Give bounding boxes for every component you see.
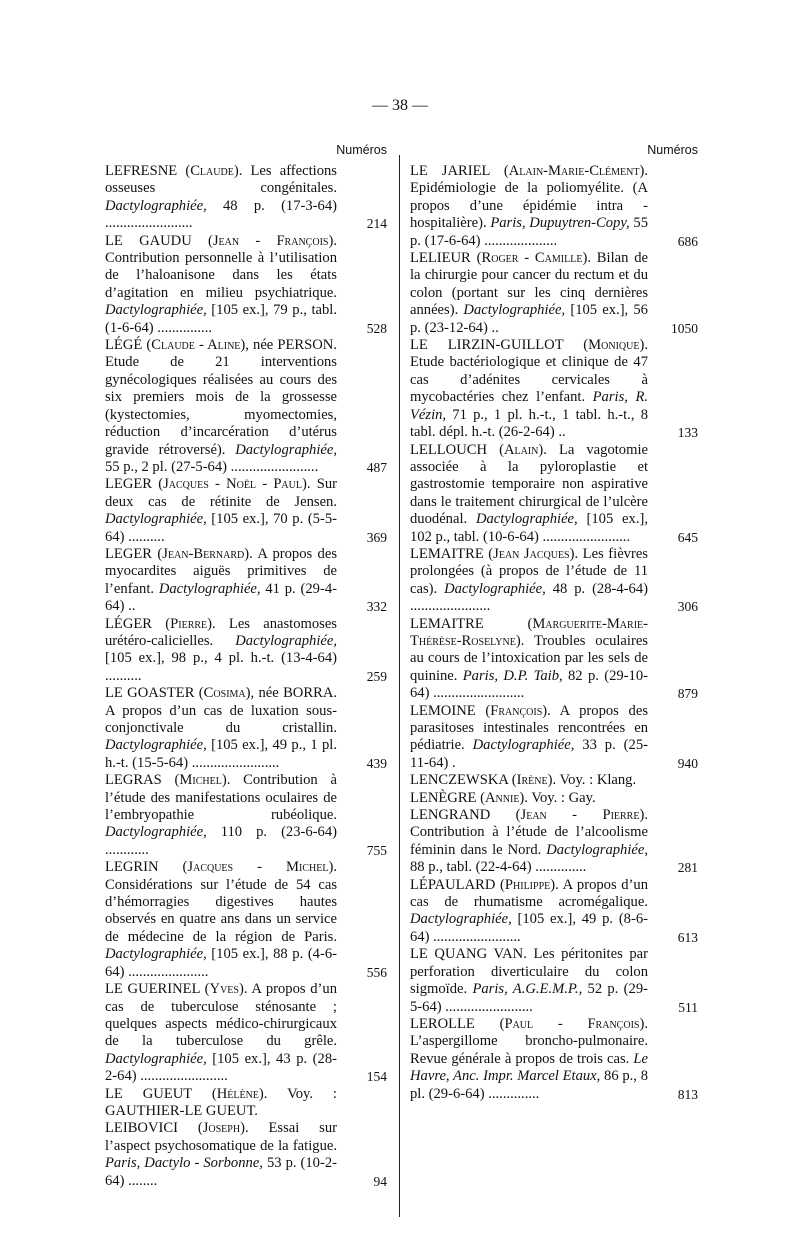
entry-publication: Paris, R. Vézin, — [410, 389, 649, 423]
entry-text: . Essai sur l’aspect psychosomatique de la fatigue. — [105, 1120, 337, 1154]
entry-given-wrap: (Claude - Aline) — [142, 337, 246, 354]
entry-text: . Epidémiologie de la poliomyélite. (A propos d’une épidémie intra - hospitalière). — [410, 163, 649, 232]
right-entry-list — [410, 163, 698, 1103]
entry-text: . La vagotomie associée à la pyloroplastie et gastrostomie temporaire non aspirative dans le traitement chirurgical de l’ulcère duodénal. — [410, 441, 648, 528]
entry-details: Klang. — [596, 772, 637, 789]
entry-publication: Dactylographiée, — [546, 841, 648, 858]
entry-given-wrap: (Marguerite-Marie-Thérèse-Roselyne) — [410, 615, 648, 649]
entry-name: LEIBOVICI — [105, 1120, 178, 1137]
page-number: — 38 — — [372, 97, 428, 114]
entry-publication: Dactylographiée, — [463, 302, 566, 319]
entry-publication: Dactylographiée, — [105, 302, 207, 319]
index-entry — [105, 685, 387, 772]
entry-text: . L’aspergillome broncho-pulmonaire. Revue générale à propos de trois cas. — [410, 1015, 648, 1067]
entry-details: [105 ex.], 49 p., 1 pl. h.-t. (15-5-64) ........................ — [105, 737, 337, 771]
entry-name: LEROLLE — [410, 1015, 475, 1032]
entry-text: . Contribution à l’étude de l’alcoolisme féminin dans le Nord. — [410, 807, 648, 858]
entry-name: LEMOINE — [410, 702, 476, 719]
entry-given-wrap: (Philippe) — [495, 876, 556, 893]
entry-given: Claude - Aline — [151, 337, 241, 354]
index-entry — [105, 1120, 387, 1190]
index-entry — [410, 790, 698, 807]
entry-publication: Dactylographiée, — [235, 632, 337, 649]
entry-text: , née PERSON. Etude de 21 interventions gynécologiques réalisées au cours des six premiers mois de la grossesse (kystectomies, myomectomies, réduction d’incarcération d’utérus gravide rétroversé). — [105, 337, 337, 458]
entry-details: Gay. — [568, 789, 596, 806]
entry-text: . Voy. : — [263, 1085, 337, 1102]
index-entry — [410, 546, 698, 616]
entry-number: 940 — [677, 755, 698, 771]
index-entry — [410, 703, 698, 773]
entry-publication: Le Havre, Anc. Impr. Marcel Etaux, — [410, 1050, 648, 1085]
entry-given-wrap: (Alain-Marie-Clément) — [489, 163, 645, 179]
entry-given-wrap: (Claude) — [177, 163, 239, 179]
entry-given-wrap: (Annie) — [476, 789, 525, 806]
entry-publication: Paris, Dactylo - Sorbonne, — [105, 1155, 263, 1172]
entry-publication: Dactylographiée, — [444, 580, 546, 597]
index-entry — [105, 546, 387, 616]
entry-given: Roger - Camille — [481, 250, 583, 267]
entry-given-wrap: (Michel) — [161, 772, 227, 789]
index-entry — [410, 442, 698, 546]
index-entry — [410, 616, 698, 703]
column-header-right: Numéros — [647, 143, 698, 157]
entry-details: 41 p. (29-4-64) .. — [105, 580, 337, 615]
entry-text: . Contribution personnelle à l’utilisation de l’haloanisone dans les états d’agitation en milieu psychiatrique. — [105, 232, 337, 301]
entry-given: Michel — [179, 772, 222, 789]
entry-number: 281 — [677, 860, 698, 876]
index-entry — [410, 877, 698, 947]
entry-given: Jean Jacques — [493, 545, 570, 562]
column-header-left: Numéros — [336, 143, 387, 157]
entry-name: LEGER — [105, 476, 153, 493]
entry-details: 33 p. (25-11-64) . — [410, 737, 648, 771]
entry-details: [105 ex.], 43 p. (28-2-64) ........................ — [105, 1050, 337, 1085]
entry-details: 110 p. (23-6-64) ............ — [105, 824, 337, 858]
entry-given: Philippe — [504, 876, 551, 893]
entry-details: [105 ex.], 98 p., 4 pl. h.-t. (13-4-64) .......... — [105, 650, 337, 684]
entry-number: 332 — [366, 599, 387, 615]
index-entry — [105, 163, 387, 233]
left-column — [105, 143, 387, 1190]
entry-details: 55 p. (17-6-64) .................... — [410, 215, 648, 249]
entry-details: [105 ex.], 56 p. (23-12-64) .. — [410, 302, 648, 336]
entry-publication: Dactylographiée, — [105, 511, 207, 528]
entry-given: Cosima — [203, 685, 246, 702]
entry-given: Alain-Marie-Clément — [508, 163, 640, 179]
index-entry — [410, 250, 698, 337]
entry-given: Alain — [503, 441, 539, 458]
entry-given: François — [490, 702, 543, 719]
entry-publication: Dactylographiée, — [105, 946, 207, 963]
right-column — [410, 143, 698, 1103]
entry-given: Marguerite-Marie-Thérèse-Roselyne — [410, 615, 648, 649]
entry-given: Jacques - Michel — [187, 859, 329, 876]
entry-given: Jean - Pierre — [520, 807, 640, 824]
entry-given-wrap: (Jacques - Noël - Paul) — [152, 476, 307, 493]
entry-number: 645 — [677, 529, 698, 545]
entry-given-wrap: (Roger - Camille) — [470, 250, 588, 267]
index-entry — [410, 807, 698, 877]
entry-text: . Considérations sur l’étude de 54 cas d’hémorragies digestives hautes observés en quatre ans dans un service de médecine de la région de Paris. — [105, 859, 337, 945]
entry-text: . Les anastomoses urétéro-calicielles. — [105, 615, 337, 649]
entry-name: LELLOUCH — [410, 441, 488, 458]
index-entry — [410, 1016, 698, 1103]
entry-details: 82 p. (29-10-64) ......................... — [410, 667, 648, 702]
entry-given-wrap: (Jean Jacques) — [483, 545, 575, 562]
entry-publication: Paris, A.G.E.M.P., — [472, 981, 583, 998]
entry-given-wrap: (Yves) — [199, 981, 244, 998]
entry-given: Jacques - Noël - Paul — [163, 476, 302, 493]
left-entry-list — [105, 163, 387, 1190]
entry-number: 306 — [677, 599, 698, 615]
entry-text: . Sur deux cas de rétinite de Jensen. — [105, 476, 337, 510]
entry-text: . Etude bactériologique et clinique de 47 cas d’adénites cervicales à mycobactéries chez l’enfant. — [410, 337, 648, 406]
entry-details: 71 p., 1 pl. h.-t., 1 tabl. h.-t., 8 tabl. dépl. h.-t. (26-2-64) .. — [410, 406, 648, 441]
entry-name: LÉPAULARD — [410, 876, 496, 893]
entry-given: Jean-Bernard — [162, 545, 245, 562]
entry-details: [105 ex.], 49 p. (8-6-64) ........................ — [410, 911, 648, 945]
index-entry — [105, 1086, 387, 1121]
index-entry — [105, 476, 387, 546]
entry-given-wrap: (Alain) — [487, 441, 544, 458]
entry-text: . Les péritonites par perforation diverticulaire du colon sigmoïde. — [410, 946, 648, 998]
entry-given-wrap: (Jean-Bernard) — [152, 545, 250, 562]
entry-name: LE LIRZIN-GUILLOT — [410, 337, 564, 354]
entry-text: . Voy. : — [524, 789, 569, 806]
entry-details: 48 p. (28-4-64) ...................... — [410, 580, 648, 615]
entry-text: . Bilan de la chirurgie pour cancer du rectum et du colon (portant sur les cinq dernières années). — [410, 250, 648, 319]
entry-given: Claude — [190, 163, 234, 179]
entry-publication: Dactylographiée, — [105, 824, 207, 841]
entry-text: . A propos des parasitoses intestinales rencontrées en pédiatrie. — [410, 702, 649, 754]
entry-number: 1050 — [671, 320, 698, 336]
entry-given-wrap: (Monique) — [563, 337, 645, 354]
entry-name: LEGER — [105, 545, 153, 562]
index-entry — [410, 946, 698, 1016]
index-entry — [410, 772, 698, 789]
entry-details: 86 p., 8 pl. (29-6-64) .............. — [410, 1068, 648, 1102]
entry-name: LEMAITRE — [410, 615, 484, 632]
entry-text: . A propos d’un cas de tuberculose sténosante ; quelques aspects médico-chirurgicaux de la tuberculose du grêle. — [105, 981, 338, 1050]
entry-text: . A propos d’un cas de rhumatisme acromégalique. — [410, 876, 649, 911]
entry-name: LE JARIEL — [410, 163, 490, 179]
entry-publication: Paris, Dupuytren-Copy, — [490, 215, 630, 232]
entry-given-wrap: (Jean - Pierre) — [490, 807, 645, 824]
entry-number: 369 — [366, 529, 387, 545]
entry-name: LE GOASTER — [105, 685, 195, 702]
entry-given-wrap: (Jean - François) — [191, 232, 334, 249]
entry-number: 613 — [677, 929, 698, 945]
entry-publication: Dactylographiée, — [472, 737, 575, 754]
entry-details: [105 ex.], 88 p. (4-6-64) ...................... — [105, 946, 337, 980]
entry-name: LEMAITRE — [410, 545, 484, 562]
entry-given-wrap: (Irène) — [508, 772, 553, 789]
entry-given: Hélène — [216, 1085, 259, 1102]
entry-given-wrap: (Jacques - Michel) — [158, 859, 334, 876]
entry-number: 439 — [366, 755, 387, 771]
entry-given-wrap: (Cosima) — [194, 685, 251, 702]
entry-given: Annie — [485, 789, 520, 806]
entry-name: LEGRIN — [105, 859, 159, 876]
entry-number: 755 — [366, 842, 387, 858]
entry-text: . Contribution à l’étude des manifestations oculaires de l’embryopathie rubéolique. — [105, 772, 337, 824]
entry-given: Paul - François — [504, 1015, 640, 1032]
entry-name: LENÈGRE — [410, 789, 477, 806]
entry-given-wrap: (François) — [475, 702, 548, 719]
entry-publication: Paris, D.P. Taib, — [462, 667, 563, 684]
entry-name: LE GUEUT — [105, 1085, 192, 1102]
entry-name: LENCZEWSKA — [410, 772, 509, 789]
entry-name: LEFRESNE — [105, 163, 178, 179]
entry-name: LE GUERINEL — [105, 981, 200, 998]
entry-publication: Dactylographiée, — [105, 737, 207, 754]
entry-number: 556 — [366, 964, 387, 980]
column-divider — [399, 155, 400, 1217]
entry-number: 813 — [677, 1086, 698, 1102]
entry-publication: Dactylographiée, — [105, 1050, 207, 1067]
entry-publication: Dactylographiée, — [158, 580, 261, 597]
index-entry — [105, 981, 387, 1085]
entry-details: [105 ex.], 79 p., tabl. (1-6-64) ............... — [105, 302, 337, 336]
entry-details: [105 ex.], 102 p., tabl. (10-6-64) ........................ — [410, 511, 648, 545]
entry-name: LELIEUR — [410, 250, 471, 267]
entry-text: . A propos des myocardites aiguës primitives de l’enfant. — [105, 545, 338, 597]
entry-name: LE QUANG VAN — [410, 946, 524, 963]
entry-number: 214 — [366, 216, 387, 232]
entry-given: Monique — [588, 337, 640, 354]
entry-details: GAUTHIER-LE GUEUT. — [105, 1102, 258, 1119]
entry-text: . Les affections osseuses congénitales. — [105, 163, 337, 197]
entry-number: 94 — [373, 1173, 387, 1189]
entry-number: 154 — [366, 1069, 387, 1085]
entry-number: 686 — [677, 233, 698, 249]
entry-details: 48 p. (17-3-64) ........................ — [105, 197, 337, 232]
entry-number: 259 — [366, 668, 387, 684]
entry-text: , née BORRA. A propos d’un cas de luxation sous-conjonctivale du cristallin. — [105, 685, 338, 736]
entry-details: 53 p. (10-2-64) ........ — [105, 1155, 337, 1189]
entry-text: . Voy. : — [552, 772, 597, 789]
entry-name: LE GAUDU — [105, 232, 192, 249]
entry-given-wrap: (Joseph) — [177, 1120, 245, 1137]
entry-name: LENGRAND — [410, 807, 491, 824]
entry-given: Pierre — [170, 615, 208, 632]
index-entry — [410, 163, 698, 250]
index-entry — [105, 233, 387, 337]
entry-name: LEGRAS — [105, 772, 162, 789]
entry-number: 528 — [366, 320, 387, 336]
entry-given-wrap: (Pierre) — [152, 615, 213, 632]
entry-given: Jean - François — [212, 232, 329, 249]
entry-text: . Troubles oculaires au cours de l’intoxication par les sels de quinine. — [410, 632, 648, 684]
entry-given: Yves — [209, 981, 239, 998]
entry-details: 52 p. (29-5-64) ........................ — [410, 981, 648, 1015]
entry-number: 511 — [678, 999, 698, 1015]
entry-publication: Dactylographiée, — [410, 911, 512, 928]
entry-given-wrap: (Hélène) — [191, 1085, 264, 1102]
entry-details: 88 p., tabl. (22-4-64) .............. — [410, 859, 587, 876]
entry-given: Joseph — [202, 1120, 241, 1137]
index-entry — [105, 616, 387, 686]
entry-publication: Dactylographiée, — [235, 441, 337, 458]
entry-details: 55 p., 2 pl. (27-5-64) ........................ — [105, 458, 319, 475]
entry-name: LÉGER — [105, 615, 153, 632]
index-entry — [105, 337, 387, 476]
entry-number: 133 — [677, 425, 698, 441]
entry-publication: Dactylographiée, — [475, 511, 578, 528]
entry-name: LÉGÉ — [105, 337, 143, 354]
entry-number: 879 — [677, 686, 698, 702]
entry-publication: Dactylographiée, — [105, 197, 207, 214]
index-entry — [105, 772, 387, 859]
index-entry — [105, 859, 387, 981]
entry-details: [105 ex.], 70 p. (5-5-64) .......... — [105, 511, 337, 545]
entry-given: Irène — [516, 772, 548, 789]
index-entry — [410, 337, 698, 441]
entry-text: . Les fièvres prolongées (à propos de l’étude de 11 cas). — [410, 545, 648, 597]
entry-given-wrap: (Paul - François) — [474, 1015, 645, 1032]
entry-number: 487 — [366, 459, 387, 475]
